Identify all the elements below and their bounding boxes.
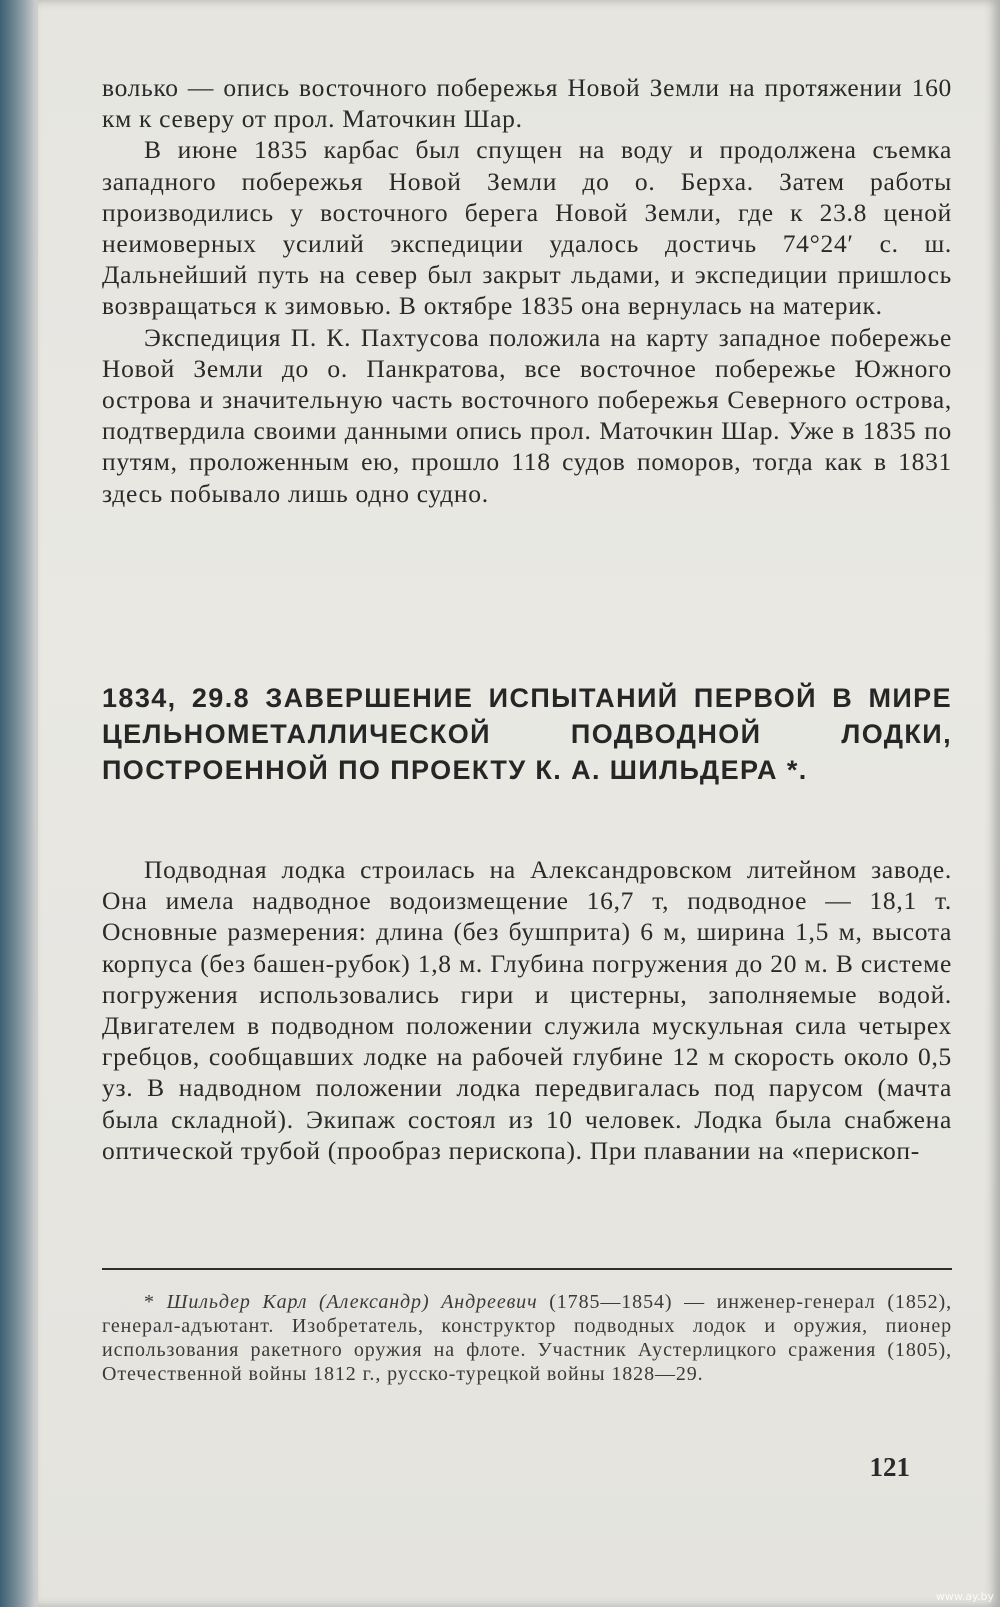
page-number: 121 bbox=[869, 1452, 910, 1482]
footnote-marker: * bbox=[144, 1291, 167, 1313]
paragraph-submarine: Подводная лодка строилась на Александровском литейном заводе. Она имела надводное водоизмещение 16,7 т, подводное — 18,1 т. Основные размерения: длина (без бушприта) 6 м, ширина 1,5 м, высота корпуса (без башен-рубок) 1,8 м. Глубина погружения до 20 м. В системе погружения использовались гири и цистерны, заполняемые водой. Двигателем в подводном положении служила мускульная сила четырех гребцов, сообщавших лодке на рабочей глубине 12 м скорость около 0,5 уз. В надводном положении лодка передвигалась под парусом (мачта была складной). Экипаж состоял из 10 человек. Лодка была снабжена оптической трубой (прообраз перископа). При плавании на «перископ- bbox=[102, 855, 952, 1165]
top-text-section bbox=[102, 72, 952, 509]
book-page bbox=[38, 0, 1000, 1607]
footnote bbox=[102, 1290, 952, 1386]
watermark: www.ay.by bbox=[935, 1590, 994, 1603]
footnote-divider bbox=[102, 1268, 952, 1270]
footnote-section bbox=[102, 1290, 952, 1386]
section-heading: 1834, 29.8 ЗАВЕРШЕНИЕ ИСПЫТАНИЙ ПЕРВОЙ В МИРЕ ЦЕЛЬНОМЕТАЛЛИЧЕСКОЙ ПОДВОДНОЙ ЛОДКИ, ПОСТРОЕННОЙ ПО ПРОЕКТУ К. А. ШИЛЬДЕРА *. bbox=[102, 683, 952, 785]
paragraph-continuation: волько — опись восточного побережья Новой Земли на протяжении 160 км к северу от прол. Маточкин Шар. bbox=[102, 73, 952, 134]
footnote-text: (1785—1854) — инженер-генерал (1852), генерал-адъютант. Изобретатель, конструктор подводных лодок и оружия, пионер использования ракетного оружия на флоте. Участник Аустерлицкого сражения (1805), Отечественной войны 1812 г., русско-турецкой войны 1828—29. bbox=[102, 1291, 952, 1385]
footnote-person-name: Шильдер Карл (Александр) Андреевич bbox=[166, 1291, 538, 1313]
main-text-section bbox=[102, 854, 952, 1166]
section-heading-block bbox=[102, 680, 952, 788]
paragraph-expedition-1835: В июне 1835 карбас был спущен на воду и продолжена съемка западного побережья Новой Земли до о. Берха. Затем работы производились у восточного берега Новой Земли, где к 23.8 ценой неимоверных усилий экспедиции удалось достичь 74°24′ с. ш. Дальнейший путь на север был закрыт льдами, и экспедиции пришлось возвращаться к зимовью. В октябре 1835 она вернулась на материк. bbox=[102, 135, 952, 321]
paragraph-expedition-results: Экспедиция П. К. Пахтусова положила на карту западное побережье Новой Земли до о. Панкратова, все восточное побережье Южного острова и значительную часть восточного побережья Северного острова, подтвердила своими данными опись прол. Маточкин Шар. Уже в 1835 по путям, проложенным ею, прошло 118 судов поморов, тогда как в 1831 здесь побывало лишь одно судно. bbox=[102, 322, 952, 508]
